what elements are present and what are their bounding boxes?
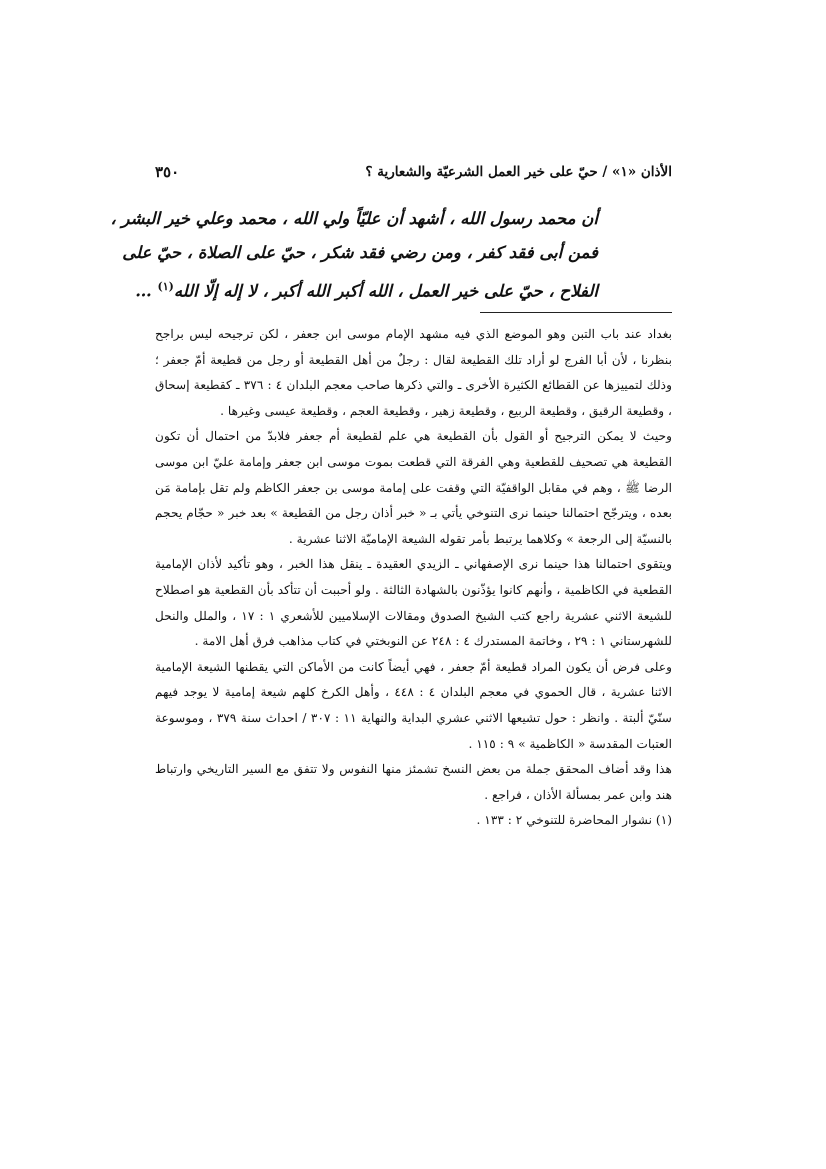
footnote-citation: (١) نشوار المحاضرة للتنوخي ٢ : ١٣٣ . xyxy=(476,813,672,828)
quote-line: أن محمد رسول الله ، أشهد أن عليّاً ولي الله ، محمد وعلي خير البشر ، xyxy=(110,209,598,228)
running-title: الأذان «١» / حيّ على خير العمل الشرعيّة والشعارية ؟ xyxy=(365,164,672,180)
page-header xyxy=(155,160,672,184)
footnote-divider xyxy=(480,312,672,313)
footnote-paragraph: ويتقوى احتمالنا هذا حينما نرى الإصفهاني ـ الزيدي العقيدة ـ ينقل هذا الخبر ، وهو تأكيد لأذان الإمامية القطعية في الكاظمية ، وأنهم كانوا يؤذّنون بالشهادة الثالثة . ولو أحببت أن تتأكد بأن القطعية هو اصطلاح للشيعة الاثني عشرية راجع كتب الشيخ الصدوق ومقالات الإسلاميين للأشعري ١ : ١٧ ، والملل والنحل للشهرستاني ١ : ٢٩ ، وخاتمة المستدرك ٤ : ٢٤٨ عن النوبختي في كتاب مذاهب فرق أهل الامة . xyxy=(155,557,673,649)
footnote-paragraph: وحيث لا يمكن الترجيح أو القول بأن القطيعة هي علم لقطيعة أم جعفر فلابدّ من احتمال أن تكون القطيعة هي تصحيف للقطعية وهي الفرقة التي قطعت بموت موسى ابن جعفر وإمامة عليّ ابن موسى الرضا ﷺ ، وهم في مقابل الواقفيّة التي وقفت على إمامة موسى بن جعفر الكاظم ولم تقل بإمامة مَن بعده ، ويترجّح احتمالنا حينما نرى التنوخي يأتي بـ « خبر أذان رجل من القطيعة » بعد خبر « حجّام يحجم بالنسيّة إلى الرجعة » وكلاهما يرتبط بأمر تقوله الشيعة الإماميّة الاثنا عشرية . xyxy=(155,429,672,546)
adhan-quote xyxy=(110,202,598,309)
quote-ellipsis: … xyxy=(135,281,158,301)
quote-line-text: الفلاح ، حيّ على خير العمل ، الله أكبر الله أكبر ، لا إله إلّا الله xyxy=(173,281,598,301)
footnote-paragraph: وعلى فرض أن يكون المراد قطيعة أمّ جعفر ، فهي أيضاً كانت من الأماكن التي يقطنها الشيعة الإمامية الاثنا عشرية ، قال الحموي في معجم البلدان ٤ : ٤٤٨ ، وأهل الكرخ كلهم شيعة إمامية لا يوجد فيهم سنّيّ ألبتة . وانظر : حول تشيعها الاثني عشري البداية والنهاية ١١ : ٣٠٧ / احداث سنة ٣٧٩ ، وموسوعة العتبات المقدسة « الكاظمية » ٩ : ١١٥ . xyxy=(155,659,673,751)
quote-line-last xyxy=(135,270,598,309)
page-number: ٣٥٠ xyxy=(155,163,180,181)
footnote-marker: (١) xyxy=(157,280,174,293)
quote-line: فمن أبى فقد كفر ، ومن رضي فقد شكر ، حيّ على الصلاة ، حيّ على xyxy=(122,243,598,262)
footnote-paragraph: بغداد عند باب التبن وهو الموضع الذي فيه مشهد الإمام موسى ابن جعفر ، لكن ترجيحه ليس براجح بنظرنا ، لأن أبا الفرج لو أراد تلك القطيعة لقال : رجلٌ من أهل القطيعة أو رجل من قطيعة أمّ جعفر ؛ وذلك لتمييزها عن القطائع الكثيرة الأخرى ـ والتي ذكرها صاحب معجم البلدان ٤ : ٣٧٦ ـ كقطيعة إسحاق ، وقطيعة الرقيق ، وقطيعة الربيع ، وقطيعة زهير ، وقطيعة العجم ، وقطيعة عيسى وغيرها . xyxy=(155,327,672,418)
footnotes xyxy=(155,322,672,834)
footnote-paragraph: هذا وقد أضاف المحقق جملة من بعض النسخ تشمئز منها النفوس ولا تتفق مع السير التاريخي وارتباط هند وابن عمر بمسألة الأذان ، فراجع . xyxy=(155,762,672,802)
